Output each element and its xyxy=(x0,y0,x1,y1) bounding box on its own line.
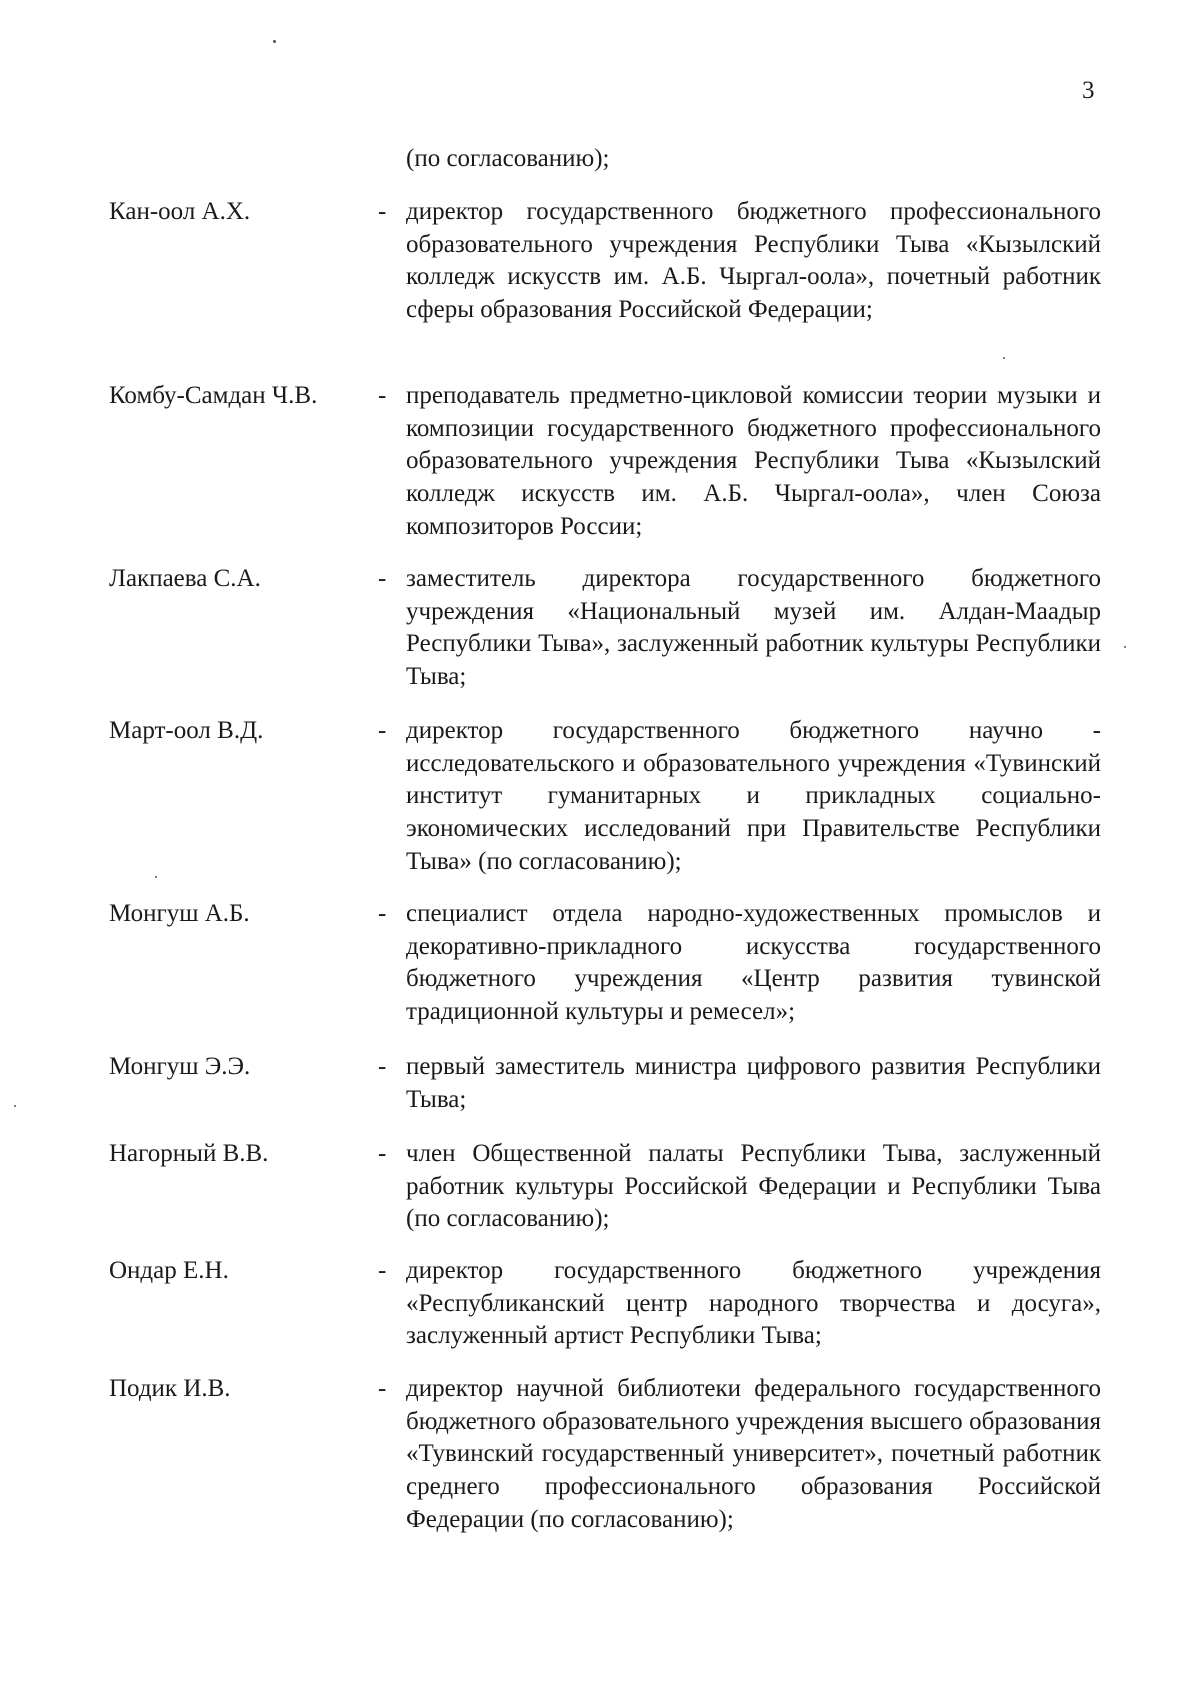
member-dash: - xyxy=(378,1053,387,1080)
member-name: Ондар Е.Н. xyxy=(109,1257,229,1284)
member-description: первый заместитель министра цифрового развития Республики Тыва; xyxy=(406,1053,1101,1113)
continuation-line: (по согласованию); xyxy=(406,145,610,172)
member-name: Монгуш А.Б. xyxy=(109,900,250,927)
member-description: директор государственного бюджетного учреждения «Республиканский центр народного творчества и досуга», заслуженный артист Республики Тыва; xyxy=(406,1257,1101,1350)
member-dash: - xyxy=(378,900,387,927)
member-name: Монгуш Э.Э. xyxy=(109,1053,251,1080)
member-description: директор государственного бюджетного профессионального образовательного учреждения Республики Тыва «Кызылский колледж искусств им. А.Б. Чыргал-оола», почетный работник сферы образования Российской Федерации; xyxy=(406,198,1101,324)
scan-speck xyxy=(1124,646,1126,648)
member-dash: - xyxy=(378,565,387,592)
member-dash: - xyxy=(378,1375,387,1402)
member-dash: - xyxy=(378,1257,387,1284)
member-description: директор научной библиотеки федерального государственного бюджетного образовательного учреждения высшего образования «Тувинский государственный университет», почетный работник среднего профессионального образования Российской Федерации (по согласованию); xyxy=(406,1375,1101,1533)
member-name: Кан-оол А.Х. xyxy=(109,198,251,225)
member-dash: - xyxy=(378,717,387,744)
member-dash: - xyxy=(378,1140,387,1167)
scan-speck xyxy=(155,876,157,878)
scan-speck xyxy=(14,1105,16,1107)
member-description: директор государственного бюджетного научно - исследовательского и образовательного учреждения «Тувинский институт гуманитарных и прикладных социально-экономических исследований при Правительстве Республики Тыва» (по согласованию); xyxy=(406,717,1101,875)
member-name: Лакпаева С.А. xyxy=(109,565,261,592)
member-name: Нагорный В.В. xyxy=(109,1140,269,1167)
member-dash: - xyxy=(378,382,387,409)
member-description: член Общественной палаты Республики Тыва, заслуженный работник культуры Российской Федерации и Республики Тыва (по согласованию); xyxy=(406,1140,1101,1233)
page-number: 3 xyxy=(1082,77,1095,104)
member-dash: - xyxy=(378,198,387,225)
member-name: Комбу-Самдан Ч.В. xyxy=(109,382,318,409)
member-description: заместитель директора государственного бюджетного учреждения «Национальный музей им. Алдан-Маадыр Республики Тыва», заслуженный работник культуры Республики Тыва; xyxy=(406,565,1101,691)
scan-speck xyxy=(1003,357,1005,359)
scan-speck xyxy=(273,40,276,43)
member-name: Март-оол В.Д. xyxy=(109,717,264,744)
member-description: преподаватель предметно-цикловой комиссии теории музыки и композиции государственного бюджетного профессионального образовательного учреждения Республики Тыва «Кызылский колледж искусств им. А.Б. Чыргал-оола», член Союза композиторов России; xyxy=(406,382,1101,540)
member-name: Подик И.В. xyxy=(109,1375,231,1402)
member-description: специалист отдела народно-художественных промыслов и декоративно-прикладного искусства государственного бюджетного учреждения «Центр развития тувинской традиционной культуры и ремесел»; xyxy=(406,900,1101,1026)
